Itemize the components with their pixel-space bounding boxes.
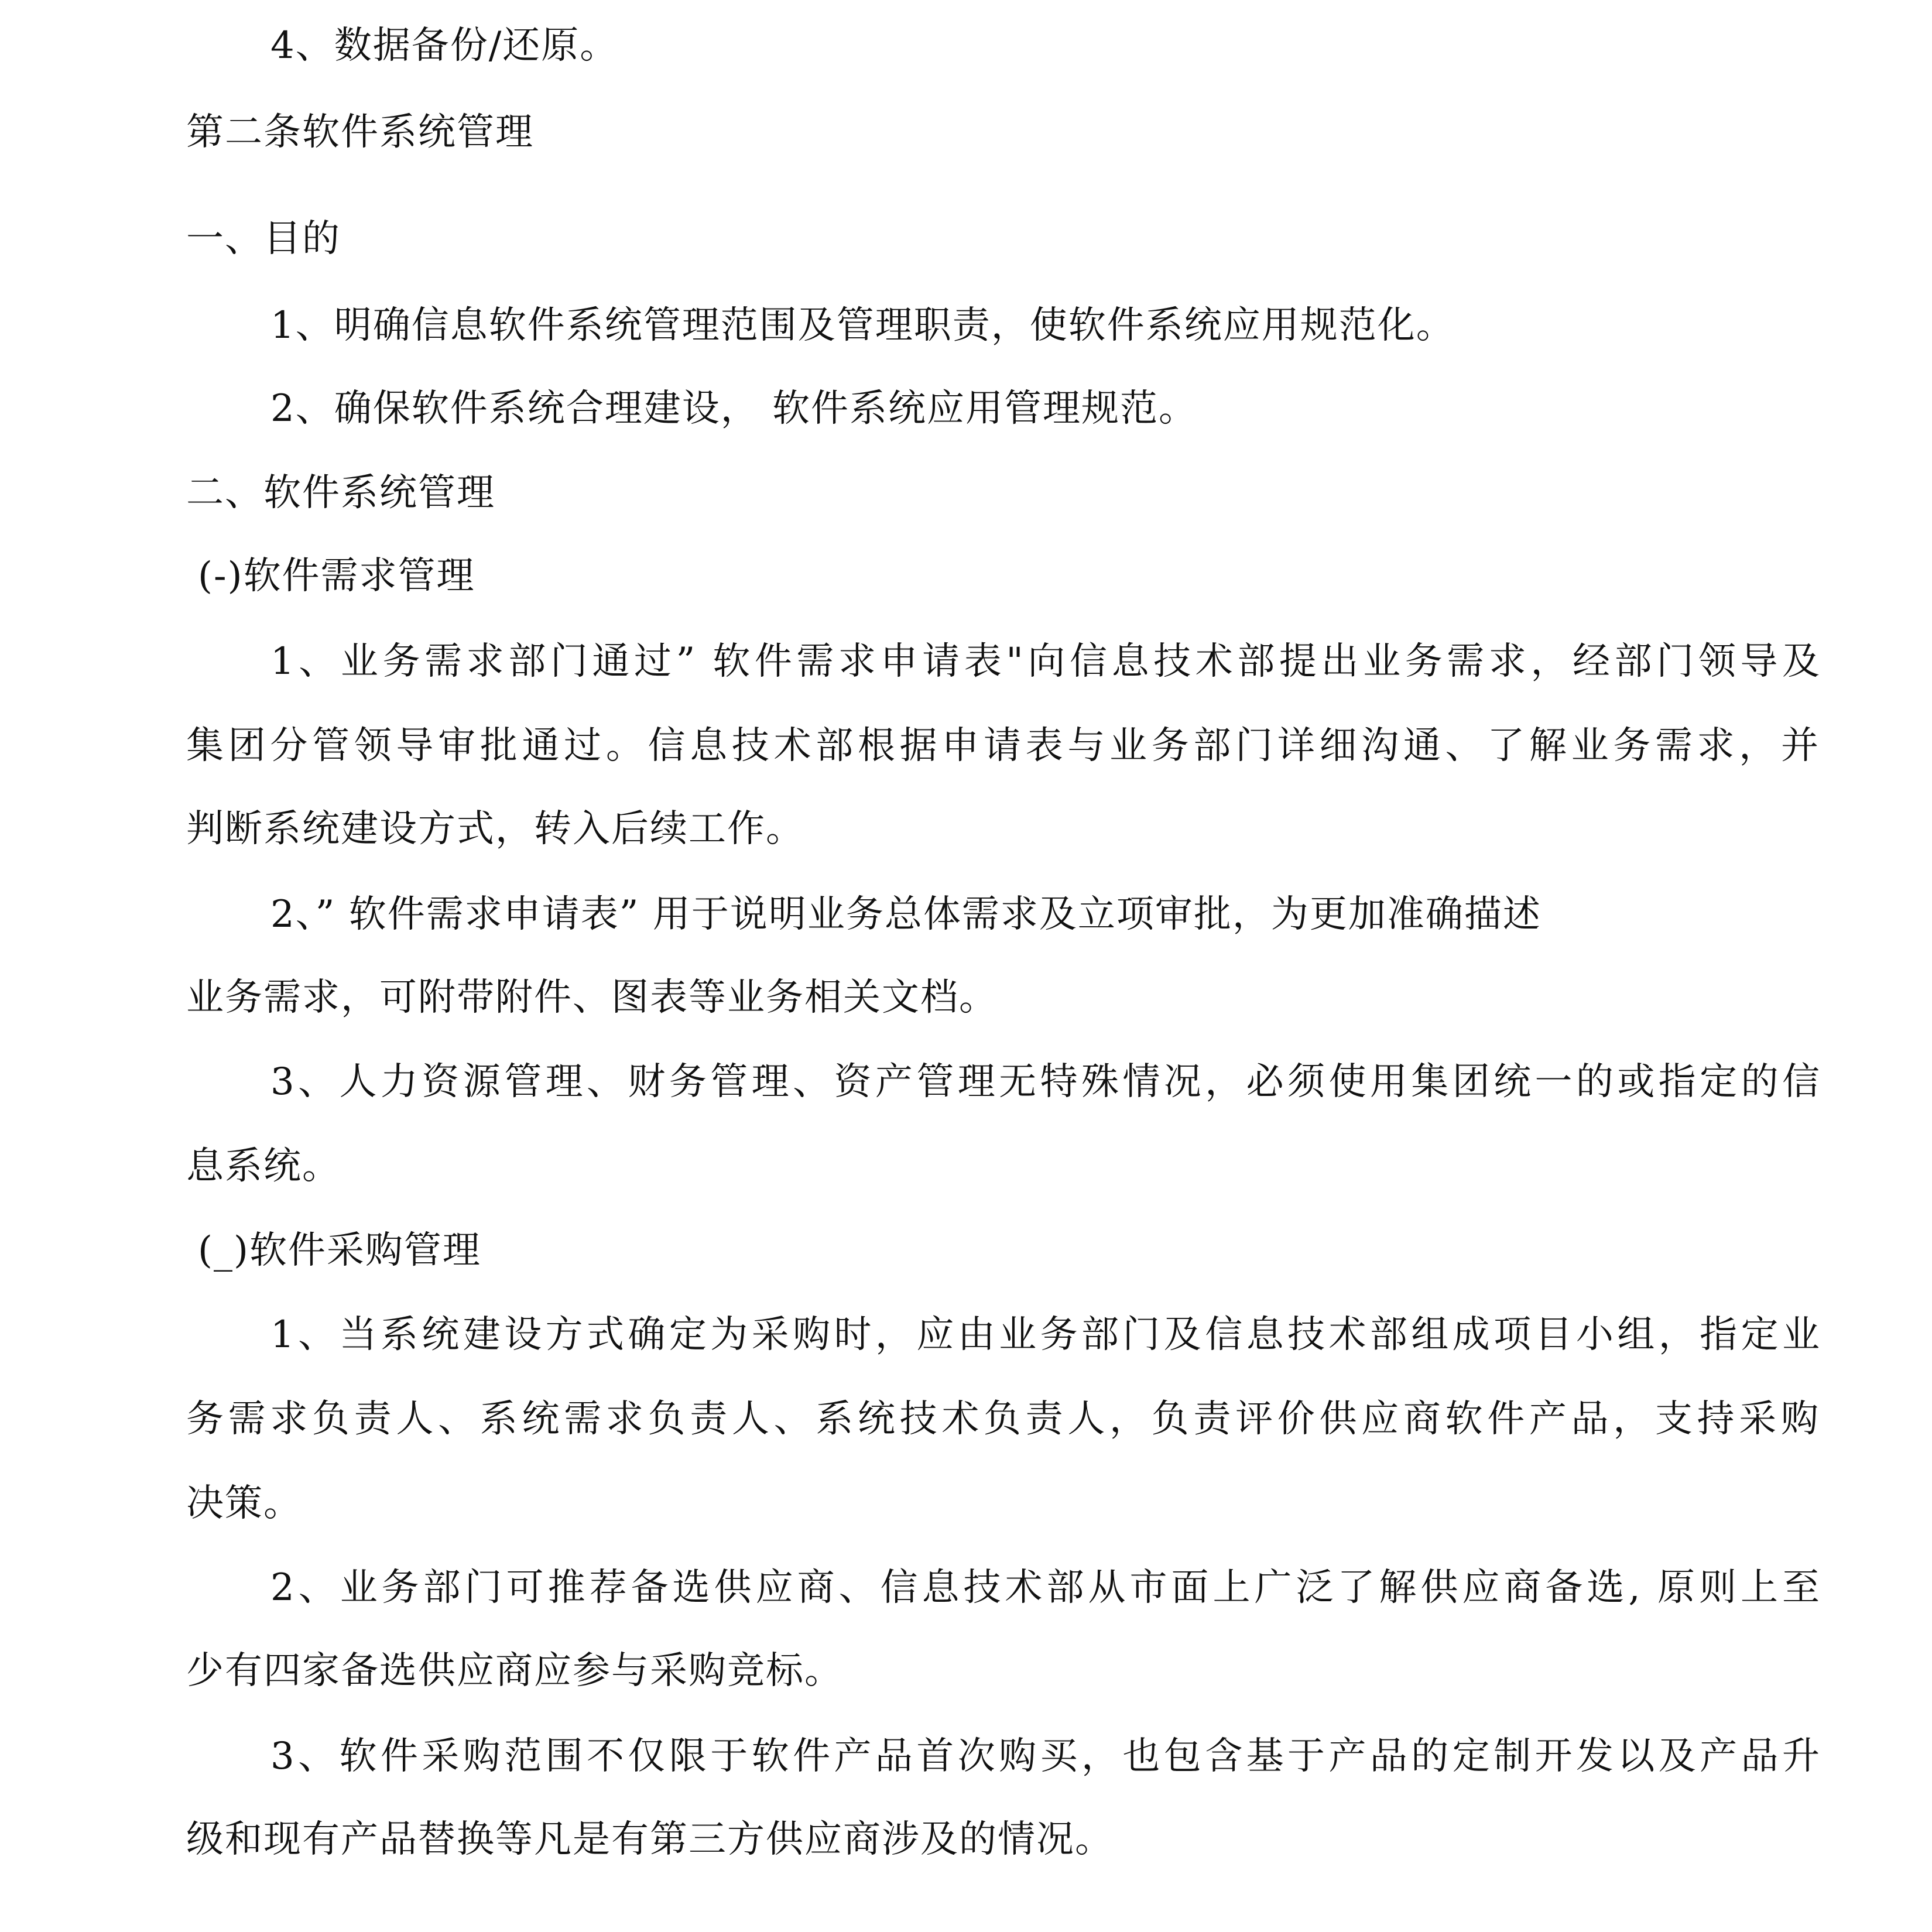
- requirements-item-1-line-3: 判断系统建设方式，转入后续工作。: [186, 807, 804, 851]
- procurement-item-2-line-2: 少有四家备选供应商应参与采购竞标。: [186, 1649, 843, 1693]
- list-item-backup-restore: 4、数据备份/还原。: [270, 24, 619, 67]
- procurement-item-3-line-1: 3、软件采购范围不仅限于软件产品首次购买，也包含基于产品的定制开发以及产品升: [270, 1735, 1821, 1778]
- procurement-item-3-line-2: 级和现有产品替换等凡是有第三方供应商涉及的情况。: [186, 1818, 1114, 1861]
- purpose-item-1: 1、明确信息软件系统管理范围及管理职责，使软件系统应用规范化。: [270, 304, 1455, 347]
- requirements-item-2-line-1: 2、” 软件需求申请表” 用于说明业务总体需求及立项审批，为更加准确描述: [270, 893, 1542, 936]
- procurement-item-1-line-2: 务需求负责人、系统需求负责人、系统技术负责人，负责评价供应商软件产品，支持采购: [186, 1397, 1820, 1441]
- requirements-item-3-line-2: 息系统。: [186, 1145, 341, 1188]
- requirements-item-2-line-2: 业务需求，可附带附件、图表等业务相关文档。: [186, 976, 998, 1019]
- procurement-item-1-line-1: 1、当系统建设方式确定为采购时，应由业务部门及信息技术部组成项目小组，指定业: [270, 1313, 1821, 1356]
- requirements-item-1-line-1: 1、业务需求部门通过” 软件需求申请表"向信息技术部提出业务需求，经部门领导及: [270, 640, 1821, 683]
- purpose-item-2: 2、确保软件系统合理建设， 软件系统应用管理规范。: [270, 387, 1198, 430]
- subsection-heading-requirements: (-)软件需求管理: [198, 554, 475, 598]
- procurement-item-2-line-1: 2、业务部门可推荐备选供应商、信息技术部从市面上广泛了解供应商备选, 原则上至: [270, 1566, 1821, 1609]
- procurement-item-1-line-3: 决策。: [186, 1482, 302, 1525]
- article-heading: 第二条软件系统管理: [186, 111, 534, 154]
- subsection-heading-procurement: (_)软件采购管理: [198, 1229, 481, 1272]
- section-heading-software-management: 二、软件系统管理: [186, 471, 495, 515]
- section-heading-purpose: 一、目的: [186, 217, 341, 261]
- requirements-item-1-line-2: 集团分管领导审批通过。信息技术部根据申请表与业务部门详细沟通、了解业务需求，并: [186, 724, 1820, 768]
- requirements-item-3-line-1: 3、人力资源管理、财务管理、资产管理无特殊情况，必须使用集团统一的或指定的信: [270, 1060, 1821, 1104]
